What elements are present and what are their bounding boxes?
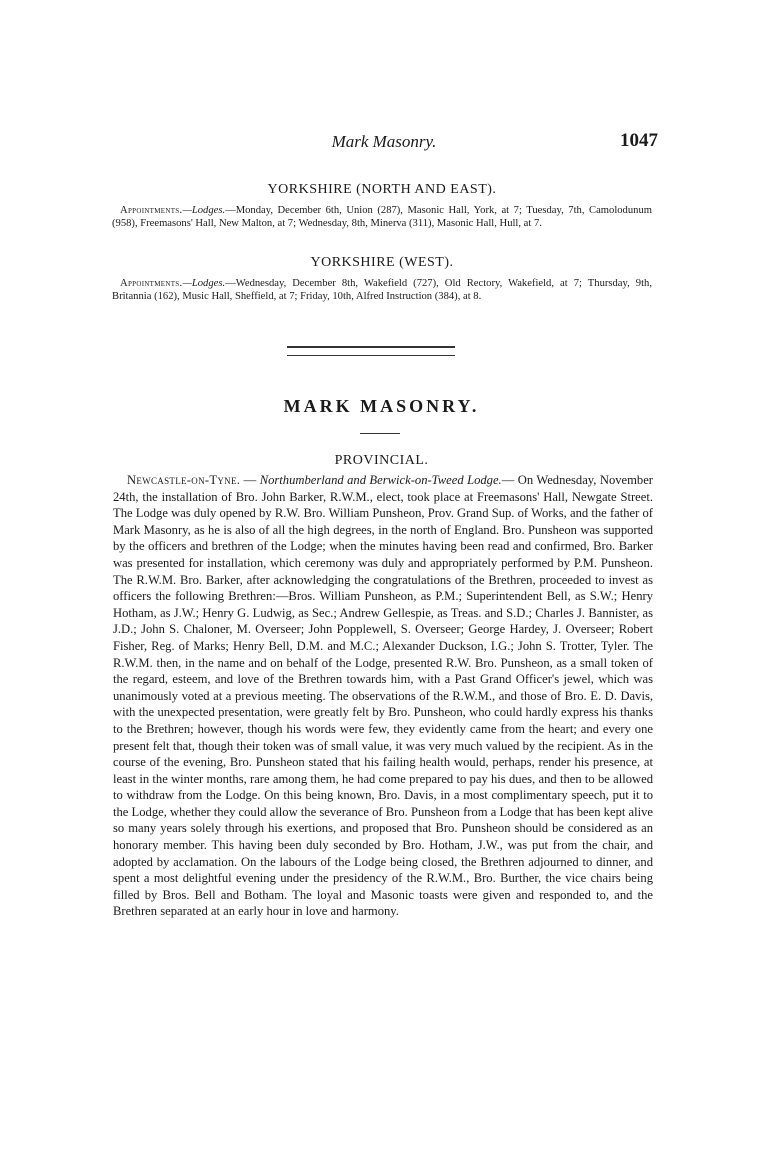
section-lead: Appointments.: [120, 278, 183, 289]
title-rule: [360, 433, 400, 434]
report-place: Newcastle-on-Tyne.: [127, 473, 241, 487]
section-lead: Appointments.: [120, 205, 183, 216]
running-head: [110, 130, 658, 156]
section-divider: [287, 346, 455, 356]
section-body: —Wednesday, December 8th, Wakefield (727), Old Rectory, Wakefield, at 7; Thursday, 9th, Britannia (162), Music Hall, Sheffield, at 7; Friday, 10th, Alfred Instruction (384), at 8.: [112, 278, 652, 302]
subtitle: PROVINCIAL.: [334, 453, 429, 468]
section-text: [112, 204, 652, 230]
section-body: —Monday, December 6th, Union (287), Masonic Hall, York, at 7; Tuesday, 7th, Camolodunum (958), Freemasons' Hall, New Malton, at 7; Wednesday, 8th, Minerva (311), Masonic Hall, Hull, at 7.: [112, 205, 652, 229]
page-number: 1047: [620, 130, 658, 151]
report: [113, 472, 653, 920]
section-sublead: —Lodges.: [182, 205, 226, 216]
report-dash: —: [240, 473, 260, 487]
section-yorkshire-north-east: [112, 182, 652, 230]
report-lodge: Northumberland and Berwick-on-Tweed Lodge.: [259, 473, 502, 487]
section-text: [112, 277, 652, 303]
main-title: MARK MASONRY.: [283, 396, 480, 416]
running-title: Mark Masonry.: [331, 132, 437, 151]
section-sublead: —Lodges.: [182, 278, 226, 289]
section-heading: YORKSHIRE (NORTH AND EAST).: [267, 182, 497, 197]
section-yorkshire-west: [112, 255, 652, 303]
section-heading: YORKSHIRE (WEST).: [310, 255, 454, 270]
report-body: — On Wednesday, November 24th, the installation of Bro. John Barker, R.W.M., elect, took place at Freemasons' Hall, Newgate Street. The Lodge was duly opened by R.W. Bro. William Punsheon, Prov. Grand Sup. of Works, and the father of Mark Masonry, as he is also of all the high degrees, in the north of England. Bro. Punsheon was supported by the officers and brethren of the Lodge; when the minutes having been read and confirmed, Bro. Barker was presented for installation, which ceremony was duly and appropriately performed by P.M. Punsheon. The R.W.M. Bro. Barker, after acknowledging the congratulations of the Brethren, proceeded to invest as officers the following Brethren:—Bros. William Punsheon, as P.M.; Superintendent Bell, as S.W.; Henry Hotham, as J.W.; Henry G. Ludwig, as Sec.; Andrew Gellespie, as Treas. and S.D.; Charles J. Bannister, as J.D.; John S. Chaloner, M. Overseer; John Popplewell, S. Overseer; George Hardey, J. Overseer; Robert Fisher, Reg. of Marks; Henry Bell, D.M. and M.C.; Alexander Duckson, I.G.; John S. Trotter, Tyler. The R.W.M. then, in the name and on behalf of the Lodge, presented R.W. Bro. Punsheon, as a small token of the regard, esteem, and love of the Brethren towards him, with a Past Grand Officer's jewel, which was unanimously voted at a previous meeting. The observations of the R.W.M., and those of Bro. E. D. Davis, with the unexpected presentation, were greatly felt by Bro. Punsheon, who could hardly express his thanks to the Brethren; however, though his words were few, they evidently came from the heart; and every one present felt that, though their token was of small value, it was very much valued by the recipient. As in the course of the evening, Bro. Punsheon stated that his failing health would, perhaps, render his presence, at least in the winter months, rare among them, he had come prepared to pay his dues, and then to be allowed to withdraw from the Lodge. On this being known, Bro. Davis, in a most complimentary speech, put it to the Lodge, whether they could allow the severance of Bro. Punsheon from a Lodge that has been kept alive so many years solely through his exertions, and proposed that Bro. Punsheon should be considered as an honorary member. This having been duly seconded by Bro. Hotham, J.W., was put from the chair, and adopted by acclamation. On the labours of the Lodge being closed, the Brethren adjourned to dinner, and spent a most delightful evening under the presidency of the R.W.M., Bro. Burther, the vice chairs being filled by Bros. Bell and Botham. The loyal and Masonic toasts were given and responded to, and the Brethren separated at an early hour in love and harmony.: [113, 473, 653, 919]
report-paragraph: [113, 472, 653, 920]
